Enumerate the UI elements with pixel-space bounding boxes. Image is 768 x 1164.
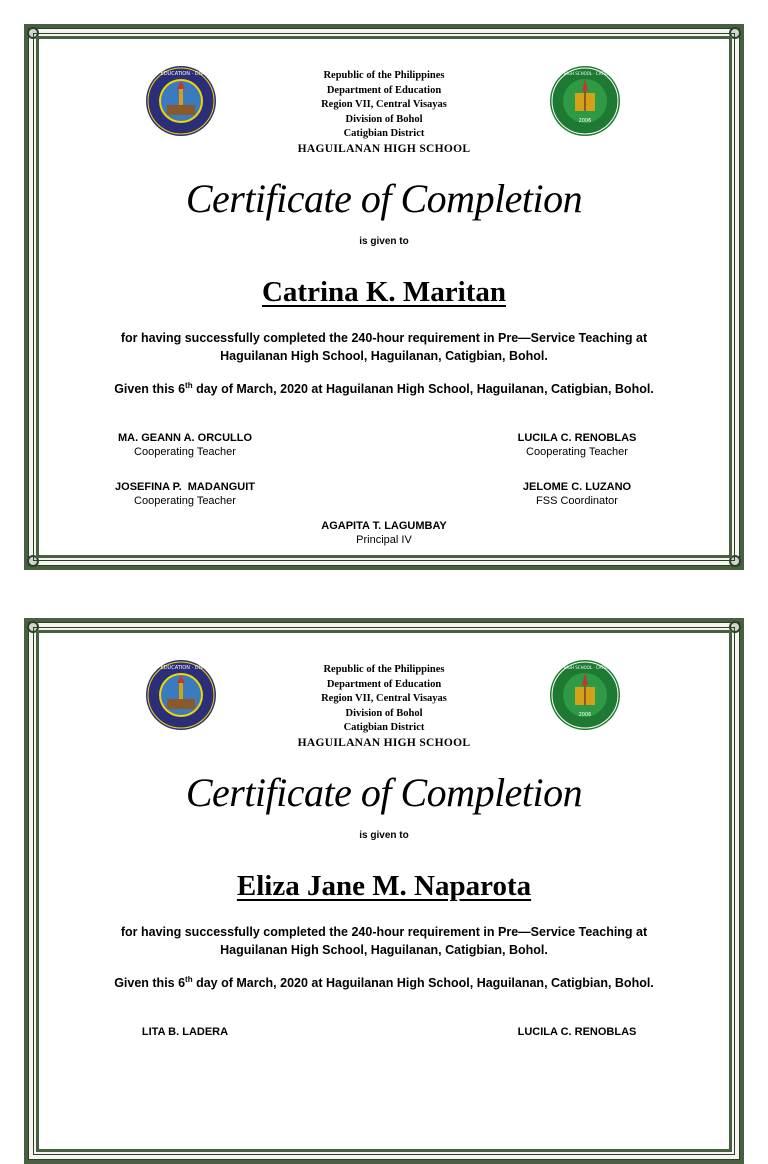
signatory-name: JOSEFINA P. MADANGUIT [115,481,255,493]
signatory-name: LUCILA C. RENOBLAS [517,432,637,444]
given-suffix: th [185,975,193,984]
certificate-header [39,663,729,751]
signatory [457,480,697,508]
recipient-name: Eliza Jane M. Naparota [236,870,532,902]
signatory-role: Cooperating Teacher [134,446,236,458]
given-date [39,975,729,990]
completion-statement [79,330,689,365]
header-line: Republic of the Philippines [323,70,445,81]
signatory-name: JELOME C. LUZANO [522,481,632,493]
recipient-name: Catrina K. Maritan [261,276,507,308]
header-line: Catigbian District [343,722,425,734]
given-date [39,381,729,396]
certificate-title: Certificate of Completion [185,770,583,815]
given-suffix: th [185,381,193,390]
statement-line: Haguilanan High School, Haguilanan, Catigbian, Bohol. [220,348,548,363]
certificate-paper [36,630,732,1152]
header-line: Division of Bohol [345,707,423,719]
seal-text: HAGUILANAN HIGH SCHOOL · CATIGBIAN, BOHOL [535,71,635,76]
header-line: Region VII, Central Visayas [321,99,447,111]
certificate-frame [28,28,740,566]
signatory-role: Cooperating Teacher [134,495,236,507]
seal-text: DEPARTMENT OF EDUCATION · DIVISION OF BOHOL [116,71,246,77]
header-line: Division of Bohol [345,113,423,125]
header-line: Catigbian District [343,128,425,140]
statement-line: for having successfully completed the 240-hour requirement in Pre—Service Teaching at [120,331,648,345]
seal-text: HAGUILANAN HIGH SCHOOL · CATIGBIAN, BOHOL [535,665,635,670]
signatory-role: FSS Coordinator [536,495,618,507]
signatory [457,431,697,459]
certificate-frame [28,622,740,1160]
given-to-label: is given to [359,236,409,247]
school-name: HAGUILANAN HIGH SCHOOL [297,736,471,749]
school-name: HAGUILANAN HIGH SCHOOL [297,142,471,155]
seal-text: DEPARTMENT OF EDUCATION · DIVISION OF BOHOL [116,665,246,671]
certificate-paper [36,36,732,558]
completion-statement [79,924,689,959]
header-line: Region VII, Central Visayas [321,693,447,705]
certificate-2 [24,618,744,1164]
given-rest: day of March, 2020 at Haguilanan High School, Haguilanan, Catigbian, Bohol. [192,382,654,397]
statement-line: Haguilanan High School, Haguilanan, Catigbian, Bohol. [220,942,548,957]
signatory-role: Principal IV [356,534,412,546]
given-rest: day of March, 2020 at Haguilanan High School, Haguilanan, Catigbian, Bohol. [192,976,654,991]
certificate-1 [24,24,744,570]
signatory-name: LITA B. LADERA [141,1026,229,1038]
header-line: Republic of the Philippines [323,664,445,675]
certificate-title: Certificate of Completion [185,176,583,221]
statement-line: for having successfully completed the 240-hour requirement in Pre—Service Teaching at [120,925,648,939]
seal-year: 2006 [578,712,592,718]
signatory [65,431,305,459]
header-line: Department of Education [326,84,442,96]
signatory [65,1025,305,1039]
header-line: Department of Education [326,678,442,690]
given-prefix: Given this 6 [114,976,186,991]
seal-year: 2006 [578,118,592,124]
signatory [65,480,305,508]
given-to-label: is given to [359,830,409,841]
signatory-principal [264,519,504,547]
signatory-name: LUCILA C. RENOBLAS [517,1026,637,1038]
signatory-role: Cooperating Teacher [526,446,628,458]
certificate-header [39,69,729,157]
signatory-name: AGAPITA T. LAGUMBAY [321,520,447,532]
signatory-name: MA. GEANN A. ORCULLO [117,432,253,444]
given-prefix: Given this 6 [114,382,186,397]
signatory [457,1025,697,1039]
